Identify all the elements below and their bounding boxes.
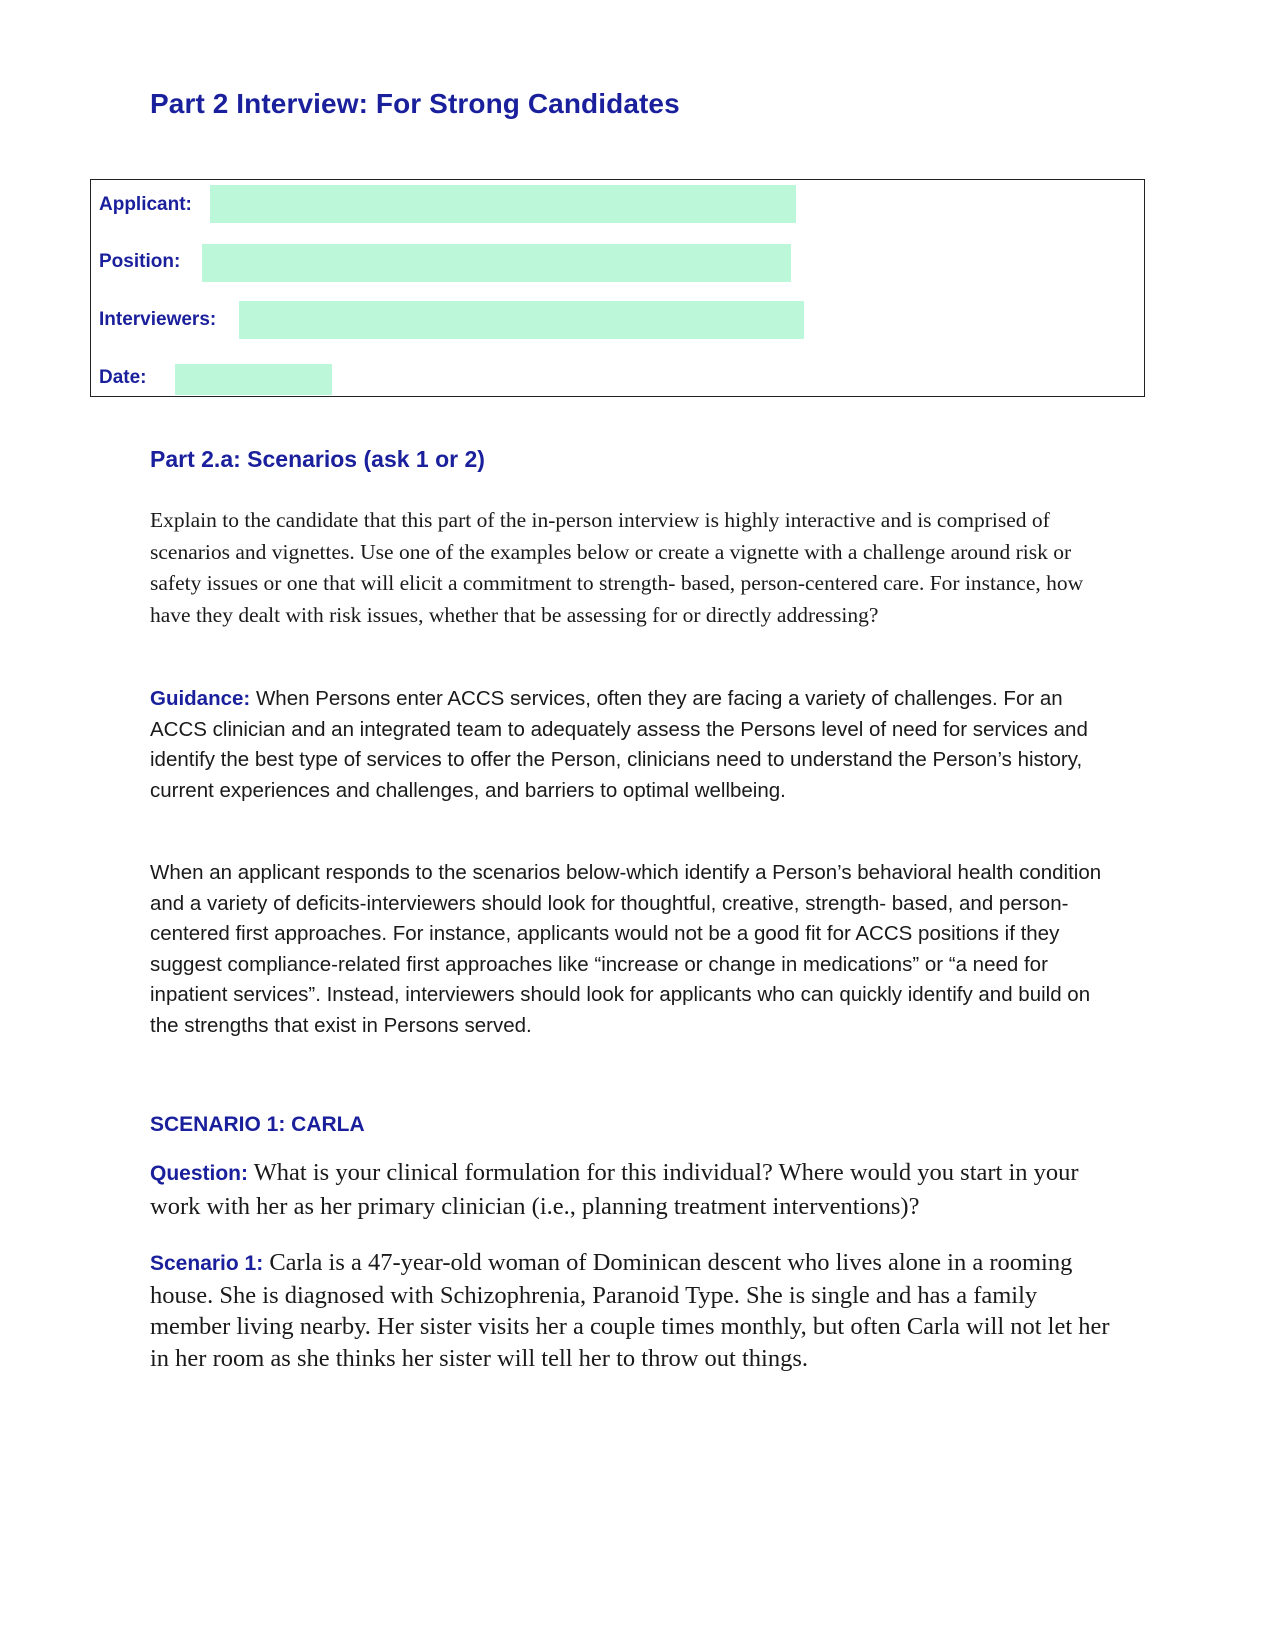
guidance-label: Guidance:	[150, 687, 251, 710]
position-row	[99, 247, 180, 277]
guidance-text: When Persons enter ACCS services, often they are facing a variety of challenges. For an ACCS clinician and an integrated team to adequately assess the Persons level of need for services and identify the best type of services to offer the Person, clinicians need to understand the Person’s history, current experiences and challenges, and barriers to optimal wellbeing.	[150, 687, 1088, 802]
interviewers-label: Interviewers:	[99, 309, 217, 330]
applicant-info-box	[90, 179, 1145, 397]
interviewers-row	[99, 305, 216, 335]
applicant-label: Applicant:	[99, 194, 192, 215]
applicant-field[interactable]	[210, 185, 796, 223]
intro-paragraph: Explain to the candidate that this part of the in-person interview is highly interactive and is comprised of scenarios and vignettes. Use one of the examples below or create a vignette with a challenge around risk or safety issues or one that will elicit a commitment to strength- based, person-centered care. For instance, how have they dealt with risk issues, whether that be assessing for or directly addressing?	[150, 508, 1084, 627]
scenario-paragraph	[150, 1247, 1110, 1374]
guidance-paragraph	[150, 684, 1110, 806]
question-label: Question:	[150, 1162, 248, 1185]
position-label: Position:	[99, 251, 181, 272]
scenario-label: Scenario 1:	[150, 1252, 264, 1275]
question-text: What is your clinical formulation for this individual? Where would you start in your work with her as her primary clinician (i.e., planning treatment interventions)?	[150, 1159, 1079, 1220]
applicant-row	[99, 190, 192, 220]
date-row	[99, 363, 147, 393]
applicant-response-paragraph: When an applicant responds to the scenarios below-which identify a Person’s behavioral health condition and a variety of deficits-interviewers should look for thoughtful, creative, strength- based, and person-centered first approaches. For instance, applicants would not be a good fit for ACCS positions if they suggest compliance-related first approaches like “increase or change in medications” or “a need for inpatient services”. Instead, interviewers should look for applicants who can quickly identify and build on the strengths that exist in Persons served.	[150, 861, 1102, 1037]
position-field[interactable]	[202, 244, 791, 282]
section-heading: Part 2.a: Scenarios (ask 1 or 2)	[150, 446, 485, 472]
scenario-heading: SCENARIO 1: CARLA	[150, 1113, 365, 1136]
page-title: Part 2 Interview: For Strong Candidates	[150, 88, 680, 119]
question-paragraph	[150, 1157, 1110, 1223]
date-field[interactable]	[175, 364, 332, 395]
scenario-text: Carla is a 47-year-old woman of Dominican descent who lives alone in a rooming house. She is diagnosed with Schizophrenia, Paranoid Type. She is single and has a family member living nearby. Her sister visits her a couple times monthly, but often Carla will not let her in her room as she thinks her sister will tell her to throw out things.	[150, 1249, 1110, 1372]
date-label: Date:	[99, 367, 147, 388]
interviewers-field[interactable]	[239, 301, 804, 339]
